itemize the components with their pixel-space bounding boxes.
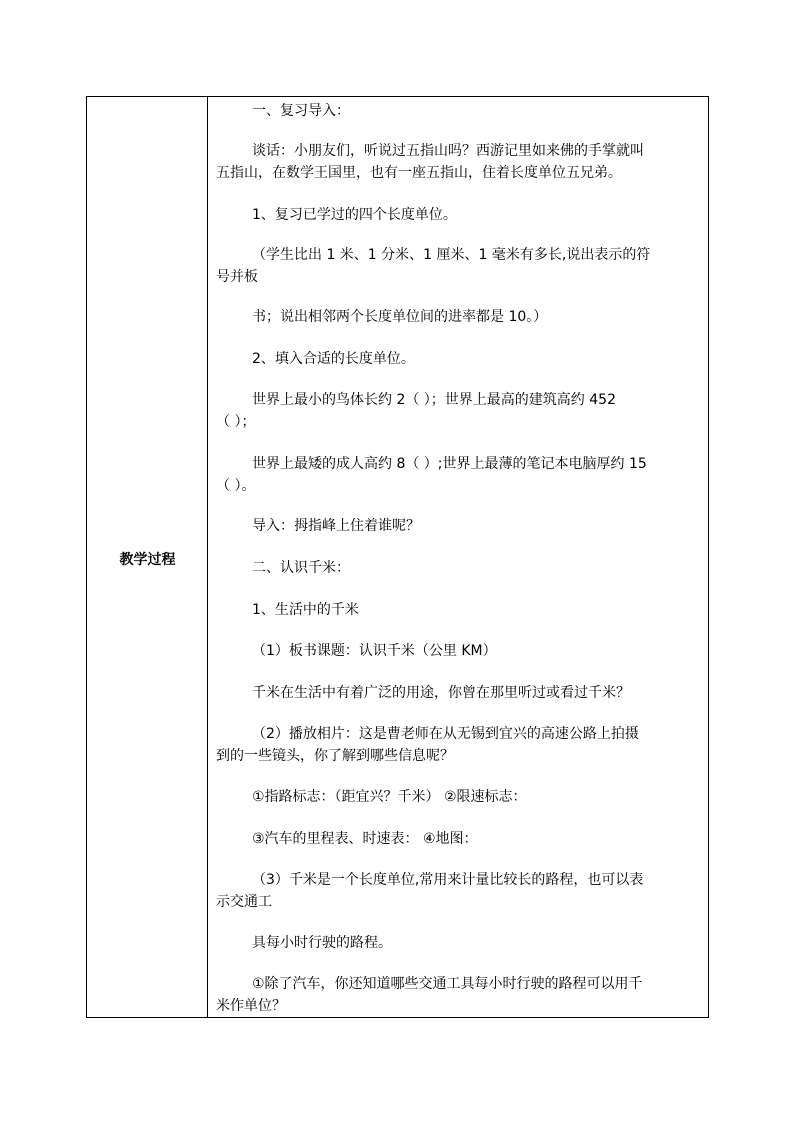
paragraph-line: ①除了汽车，你还知道哪些交通工具每小时行驶的路程可以用千 [252, 976, 643, 992]
paragraph-line: 世界上最小的鸟体长约 2（ ）；世界上最高的建筑高约 452 [252, 392, 616, 408]
paragraph-line: 千米在生活中有着广泛的用途，你曾在那里听过或看过千米？ [252, 685, 630, 701]
heading-learn-km: 二、认识千米： [252, 560, 350, 576]
content-cell [208, 97, 708, 1017]
paragraph-line: 2、填入合适的长度单位。 [252, 351, 415, 367]
paragraph-line: 谈话：小朋友们，听说过五指山吗？西游记里如来佛的手掌就叫 [252, 143, 644, 159]
paragraph-line: 五指山，在数学王国里，也有一座五指山，住着长度单位五兄弟。 [216, 165, 622, 181]
paragraph-line: （ ）。 [216, 478, 256, 494]
label-cell [87, 97, 208, 1017]
paragraph-line: 米作单位？ [216, 998, 286, 1014]
paragraph-line: （3）千米是一个长度单位,常用来计量比较长的路程，也可以表 [252, 872, 644, 888]
paragraph-line: （2）播放相片：这是曹老师在从无锡到宜兴的高速公路上拍摄 [252, 726, 639, 742]
paragraph-line: （学生比出 1 米、1 分米、1 厘米、1 毫米有多长,说出表示的符 [252, 247, 651, 263]
paragraph-line: ③汽车的里程表、时速表： ④地图： [252, 831, 478, 847]
paragraph-line: ①指路标志：（距宜兴？千米） ②限速标志： [252, 789, 527, 805]
paragraph-line: 书；说出相邻两个长度单位间的进率都是 10。） [252, 309, 548, 325]
paragraph-line: 示交通工 [216, 894, 272, 910]
paragraph-line: 1、复习已学过的四个长度单位。 [252, 207, 457, 223]
paragraph-line: （ ）； [216, 414, 256, 430]
paragraph-line: 到的一些镜头，你了解到哪些信息呢？ [216, 748, 454, 764]
paragraph-line: 具每小时行驶的路程。 [252, 935, 392, 951]
paragraph-line: （1）板书课题：认识千米（公里 KM） [252, 643, 497, 659]
paragraph-line: 导入：拇指峰上住着谁呢？ [252, 518, 420, 534]
paragraph-line: 号并板 [216, 269, 258, 285]
heading-review: 一、复习导入： [252, 103, 350, 119]
paragraph-line: 世界上最矮的成人高约 8（ ）;世界上最薄的笔记本电脑厚约 15 [252, 456, 647, 472]
paragraph-line: 1、生活中的千米 [252, 602, 359, 618]
section-label: 教学过程 [119, 552, 176, 568]
lesson-table [86, 96, 709, 1018]
